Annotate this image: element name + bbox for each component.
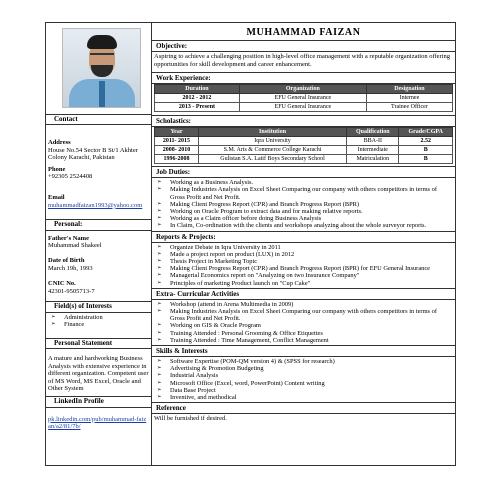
list-item: ➢ Working on Oracle Program to extract data and for making relative reports. (170, 208, 453, 215)
objective-heading: Objective: (152, 40, 455, 52)
right-column (152, 23, 455, 465)
duties-list (154, 179, 453, 229)
contact-section (48, 114, 149, 209)
address-label: Address (48, 139, 71, 147)
table-row: 2011- 2015 Iqra University BBA-II 2.52 (155, 137, 453, 146)
list-item: ➢ Principles of marketing Product launch on "Cup Cake" (170, 280, 453, 287)
linkedin-heading: LinkedIn Profile (46, 396, 151, 407)
list-item: ➢ Working as a Business Analysis. (170, 179, 453, 186)
extra-list (154, 301, 453, 344)
personal-heading: Personal: (46, 219, 151, 230)
left-column (46, 23, 152, 465)
reports-list (154, 244, 453, 287)
list-item: ➢ Making Client Progress Report (CPR) and Branch Progress Report (BPR) for EFU General Insurance (170, 265, 453, 272)
interests-list (48, 314, 149, 328)
address-value: House No.54 Sector B St/1 Akhter Colony Karachi, Pakistan (48, 146, 138, 162)
reports-heading: Reports & Projects: (152, 231, 455, 243)
scholastics-table (154, 127, 453, 164)
interests-section (48, 301, 149, 328)
list-item: ➢ Organize Debate in Iqra University in 2011 (170, 244, 453, 251)
email-label: Email (48, 194, 65, 202)
list-item: ➢ Working on GIS & Oracle Program (170, 322, 453, 329)
experience-table (154, 84, 453, 112)
scholastics-heading: Scholastics: (152, 115, 455, 127)
col-year: Year (155, 128, 199, 137)
list-item: ➢ Making Client Progress Report (CPR) and Branch Progress Report (BPR) (170, 201, 453, 208)
list-item: ➢ Making Industries Analysis on Excel Sheet Comparing our company with others competitors in terms of Gross Profit and Net Profit. (170, 186, 453, 200)
objective-text: Aspiring to achieve a challenging position in high-level office management with a reputable organization offering opportunities for skill development and career enhancement. (154, 53, 451, 68)
table-row: 2012 - 2012 EFU General Insurance Internee (155, 94, 453, 103)
candidate-name: MUHAMMAD FAIZAN (246, 27, 361, 38)
resume-page (45, 22, 456, 466)
email-link[interactable]: muhammadfaizan1993@yahoo.com (48, 201, 143, 209)
list-item: ➢ Making Industries Analysis on Excel Sheet Comparing our company with others competitors in terms of Gross Profit and Net Profit. (170, 308, 453, 322)
list-item: ➢ In Claim, Co-ordination with the clients and workshops analyzing about the whole surveyor reports. (170, 222, 453, 229)
col-institution: Institution (198, 128, 346, 137)
father-value: Muhammad Shakeel (48, 242, 102, 250)
list-item: ➢ Microsoft Office (Excel, word, PowerPoint) Content writing (170, 380, 453, 387)
list-item: ➢ Training Attended : Time Management, Conflict Management (170, 337, 453, 344)
statement-section (48, 338, 149, 392)
reference-heading: Reference (152, 402, 455, 414)
contact-heading: Contact (46, 114, 151, 125)
list-item: ➢ Inventive, and methodical (170, 394, 453, 401)
reference-text: Will be furnished if desired. (154, 415, 227, 423)
table-row: 2008- 2010 S.M. Arts & Commerce College Karachi Intermediate B (155, 146, 453, 155)
list-item: ➢ Managerial Economics report on "Analyzing on two Insurance Company" (170, 272, 453, 279)
cnic-value: 42301-9505713-7 (48, 287, 95, 295)
dob-value: March 19h, 1993 (48, 264, 93, 272)
linkedin-section (48, 396, 149, 430)
list-item: ➢ Working as a Claim officer before doing Business Analysis (170, 215, 453, 222)
list-item: ➢ Advertising & Promotion Budgeting (170, 365, 453, 372)
list-item: ➢ Industrial Analysis (170, 372, 453, 379)
interest-item: ➢ Administration (64, 314, 149, 321)
statement-heading: Personal Statement (46, 338, 151, 349)
statement-text: A mature and hardworking Business Analysis with extensive experience in different organization. Competent user of MS Word, MS Excel, Oracle and Other System (48, 355, 149, 392)
experience-heading: Work Experience: (152, 72, 455, 84)
table-row: 1996-2008 Gulistan S.A. Latif Boys Secondary School Matriculation B (155, 155, 453, 164)
duties-heading: Job Duties: (152, 166, 455, 178)
profile-photo (62, 28, 141, 108)
table-row: 2013 - Present EFU General Insurance Trainee Officer (155, 103, 453, 112)
phone-value: +92305 2524408 (48, 173, 93, 181)
phone-label: Phone (48, 165, 66, 173)
interest-item: ➢ Finance (64, 321, 149, 328)
interests-heading: Field(s) of Interests (46, 301, 151, 312)
dob-label: Date of Birth (48, 257, 85, 265)
col-organization: Organization (239, 85, 366, 94)
list-item: ➢ Training Attended : Personal Grooming & Office Etiquettes (170, 330, 453, 337)
skills-list (154, 358, 453, 401)
extra-heading: Extra- Curricular Activities (152, 288, 455, 300)
list-item: ➢ Workshop (attend in Arena Multimedia in 2009) (170, 301, 453, 308)
col-grade: Grade/CGPA (399, 128, 453, 137)
list-item: ➢ Software Expertise (POM-QM version 4) & (SPSS for research) (170, 358, 453, 365)
list-item: ➢ Data Base Project (170, 387, 453, 394)
father-label: Father's Name (48, 234, 89, 242)
col-designation: Designation (366, 85, 452, 94)
col-duration: Duration (155, 85, 240, 94)
cnic-label: CNIC No. (48, 280, 76, 288)
list-item: ➢ Made a project report on product (LUX) in 2012 (170, 251, 453, 258)
linkedin-link[interactable]: pk.linkedin.com/pub/muhammad-faizan/a2/81/7b/ (48, 415, 147, 431)
col-qualification: Qualification (347, 128, 399, 137)
list-item: ➢ Thesis Project in Marketing Topic (170, 258, 453, 265)
personal-section (48, 219, 149, 295)
skills-heading: Skills & Interests (152, 345, 455, 357)
